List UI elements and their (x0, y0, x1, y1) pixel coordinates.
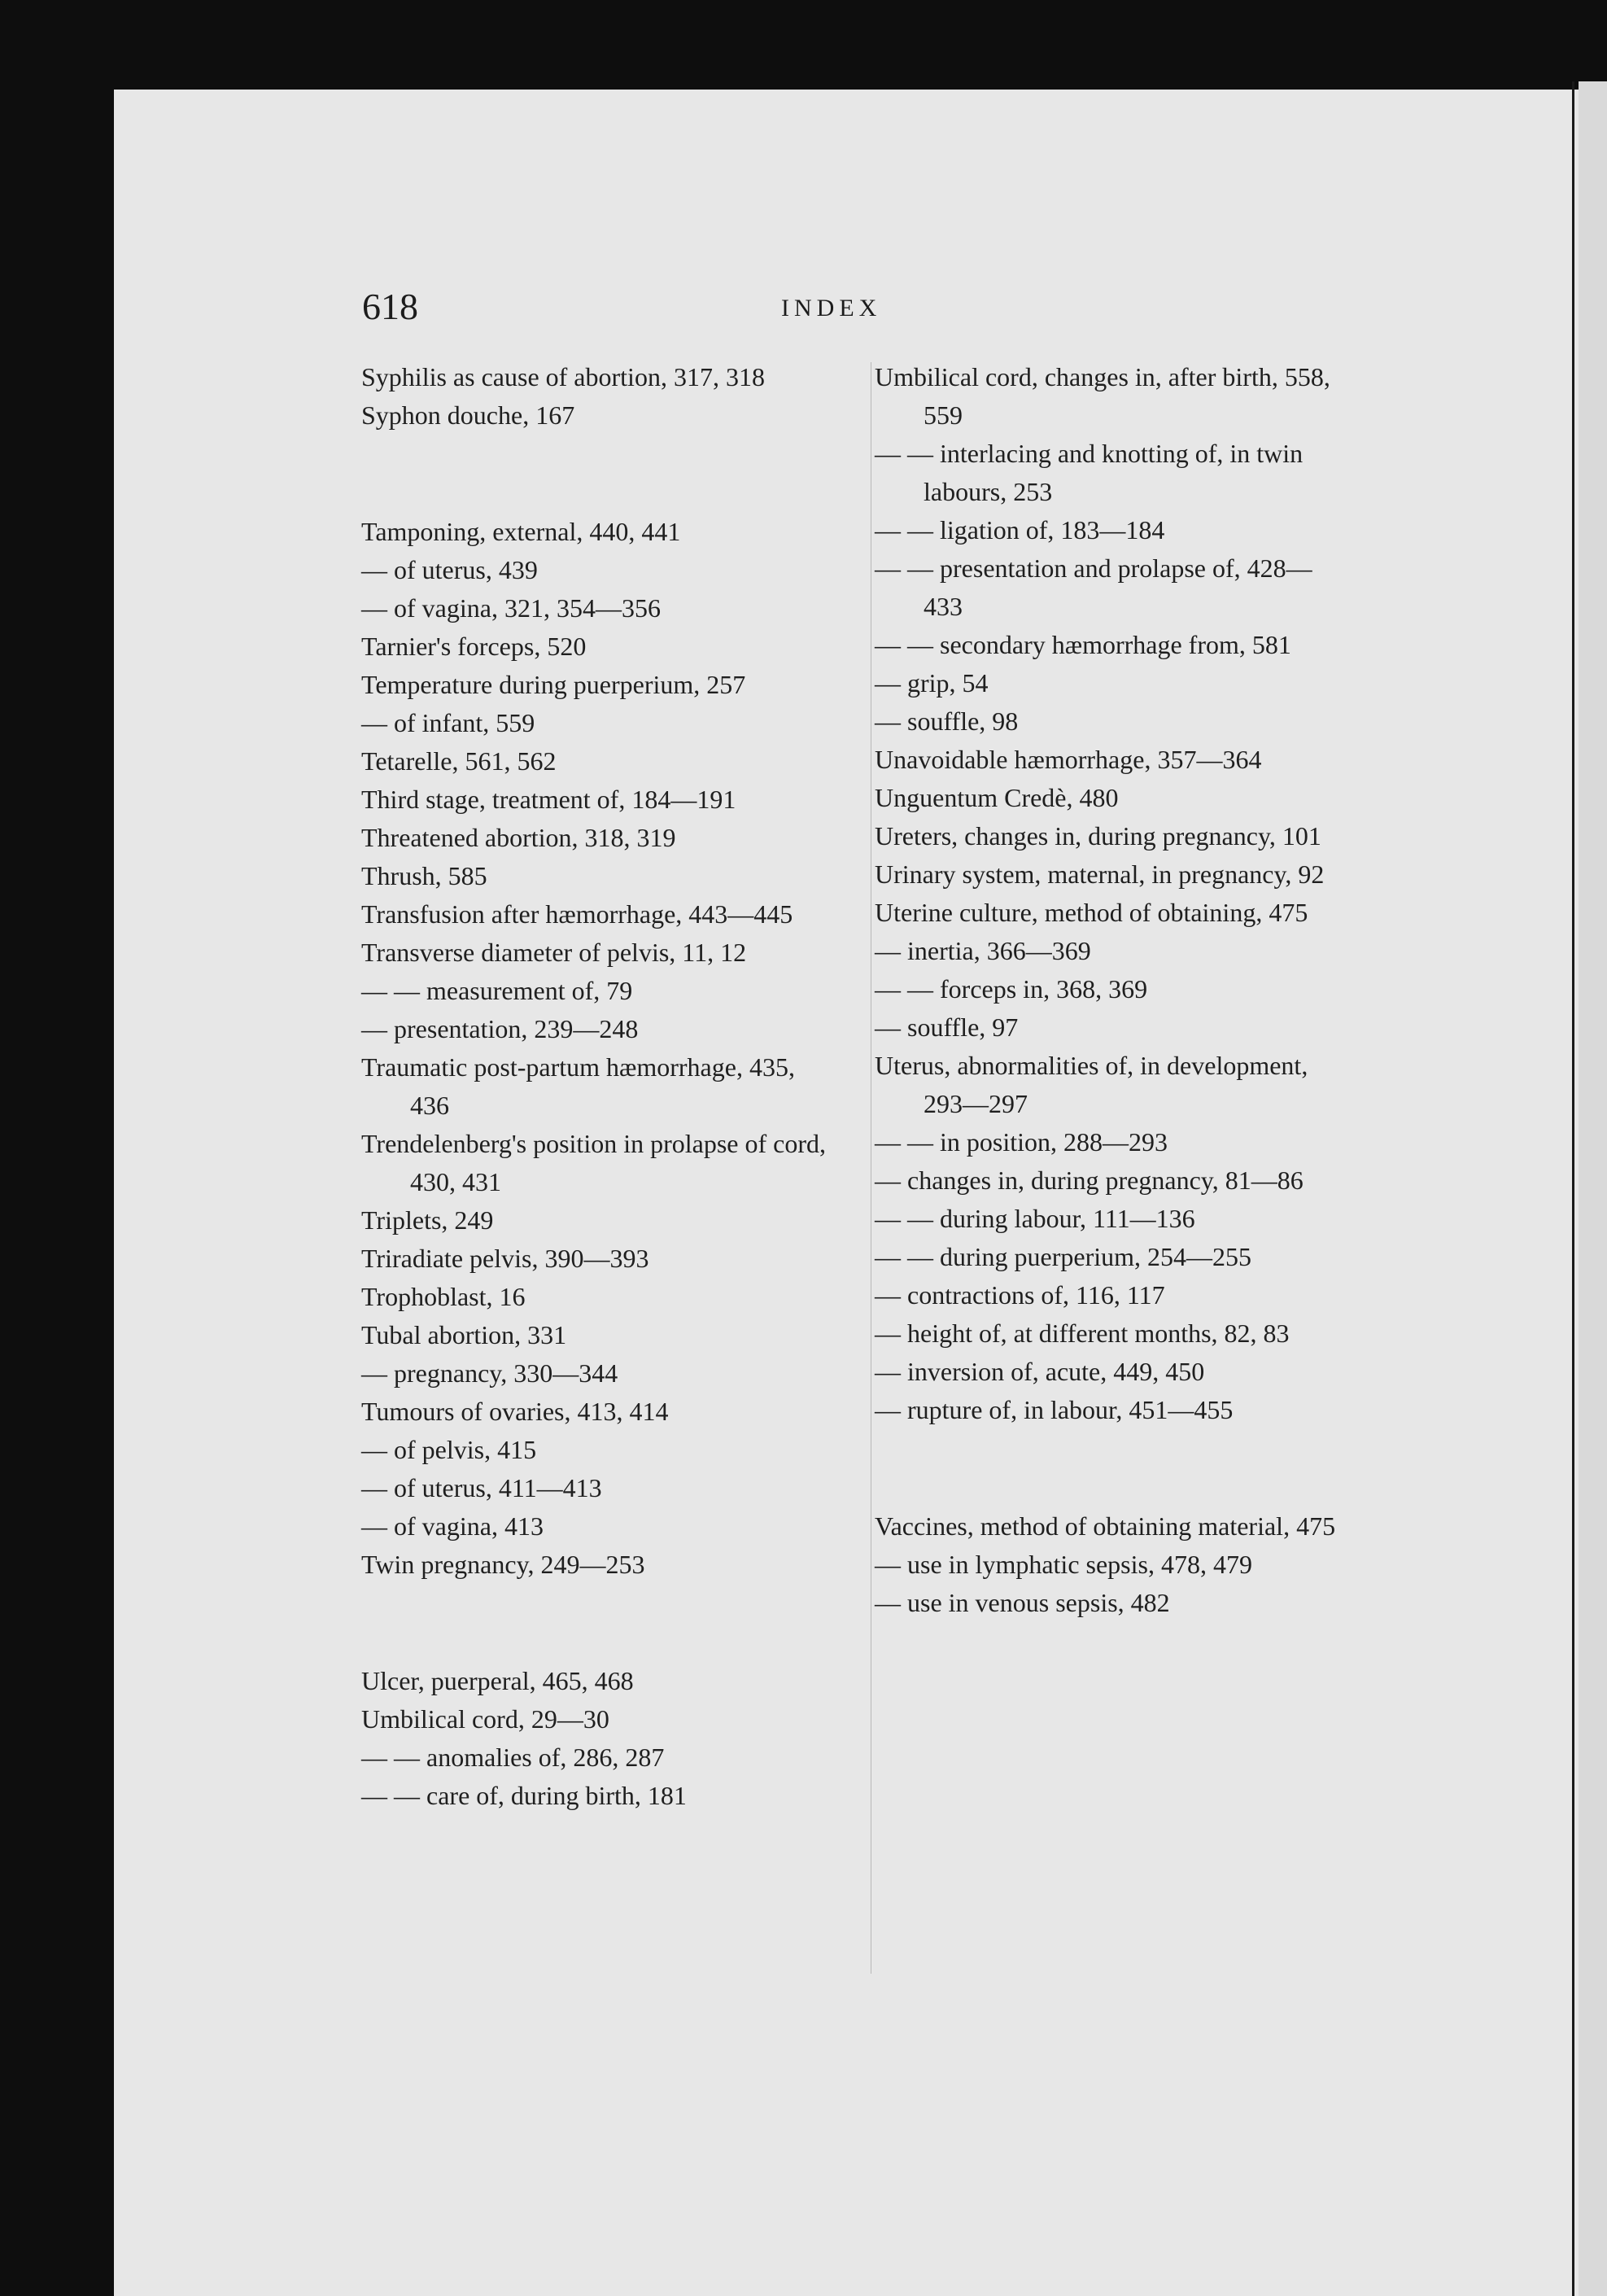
index-entry: Transverse diameter of pelvis, 11, 12 (361, 938, 747, 967)
index-entry: — — ligation of, 183—184 (875, 515, 1165, 544)
index-entry: — — presentation and prolapse of, 428—433 (875, 553, 1312, 621)
index-entry: — of uterus, 439 (361, 555, 538, 584)
index-entry: — use in lymphatic sepsis, 478, 479 (875, 1550, 1252, 1579)
index-entry: Threatened abortion, 318, 319 (361, 823, 676, 852)
index-entry: — of vagina, 413 (361, 1511, 544, 1541)
index-entry: Trophoblast, 16 (361, 1282, 526, 1311)
index-entry: — presentation, 239—248 (361, 1014, 639, 1043)
index-entry: — — forceps in, 368, 369 (875, 974, 1148, 1004)
index-entry: — — during puerperium, 254—255 (875, 1242, 1252, 1271)
index-entry: Traumatic post-partum hæmorrhage, 435, 436 (361, 1052, 795, 1120)
index-entry: Tumours of ovaries, 413, 414 (361, 1397, 669, 1426)
index-entry: Transfusion after hæmorrhage, 443—445 (361, 899, 793, 929)
index-entry: — — in position, 288—293 (875, 1127, 1168, 1157)
index-entry: Unavoidable hæmorrhage, 357—364 (875, 745, 1262, 774)
index-entry: Third stage, treatment of, 184—191 (361, 785, 736, 814)
index-entry: Thrush, 585 (361, 861, 487, 890)
index-entry: Uterine culture, method of obtaining, 475 (875, 898, 1308, 927)
section-gap (875, 1429, 1347, 1507)
index-entry: — souffle, 97 (875, 1012, 1019, 1042)
index-entry: Twin pregnancy, 249—253 (361, 1550, 645, 1579)
index-entry: — grip, 54 (875, 668, 989, 698)
index-entry: — of uterus, 411—413 (361, 1473, 602, 1502)
index-column-left (361, 358, 833, 1815)
page-number: 618 (362, 286, 418, 327)
index-entry: Syphilis as cause of abortion, 317, 318 (361, 362, 765, 391)
index-entry: — height of, at different months, 82, 83 (875, 1319, 1290, 1348)
index-entry: Temperature during puerperium, 257 (361, 670, 746, 699)
next-page-edge (1579, 81, 1607, 2296)
index-entry: Triplets, 249 (361, 1205, 494, 1235)
index-entry: Triradiate pelvis, 390—393 (361, 1244, 649, 1273)
index-entry: — — secondary hæmorrhage from, 581 (875, 630, 1291, 659)
index-entry: — inversion of, acute, 449, 450 (875, 1357, 1205, 1386)
index-entry: — of infant, 559 (361, 708, 535, 737)
index-entry: Tetarelle, 561, 562 (361, 746, 557, 776)
index-entry: — of pelvis, 415 (361, 1435, 537, 1464)
index-entry: Uterus, abnormalities of, in development, 293—297 (875, 1051, 1308, 1118)
index-entry: — pregnancy, 330—344 (361, 1358, 618, 1388)
index-entry: Trendelenberg's position in prolapse of cord, 430, 431 (361, 1129, 827, 1196)
index-entry: Vaccines, method of obtaining material, 475 (875, 1511, 1336, 1541)
section-gap (361, 435, 833, 513)
index-entry: Ureters, changes in, during pregnancy, 101 (875, 821, 1321, 851)
index-entry: — — measurement of, 79 (361, 976, 633, 1005)
index-entry: — — care of, during birth, 181 (361, 1781, 687, 1810)
index-entry: Tamponing, external, 440, 441 (361, 517, 681, 546)
running-title: INDEX (781, 295, 882, 321)
index-entry: — inertia, 366—369 (875, 936, 1091, 965)
index-entry: — changes in, during pregnancy, 81—86 (875, 1165, 1304, 1195)
index-entry: Tubal abortion, 331 (361, 1320, 567, 1349)
index-entry: Syphon douche, 167 (361, 400, 575, 430)
index-column-right (875, 358, 1347, 1622)
index-entry: Ulcer, puerperal, 465, 468 (361, 1666, 634, 1695)
index-entry: Unguentum Credè, 480 (875, 783, 1119, 812)
book-page (114, 90, 1579, 2296)
index-entry: — — anomalies of, 286, 287 (361, 1743, 665, 1772)
index-entry: Urinary system, maternal, in pregnancy, 92 (875, 859, 1325, 889)
index-entry: — contractions of, 116, 117 (875, 1280, 1165, 1310)
index-entry: Umbilical cord, 29—30 (361, 1704, 609, 1734)
index-entry: — of vagina, 321, 354—356 (361, 593, 661, 623)
index-entry: — — interlacing and knotting of, in twin labours, 253 (875, 439, 1304, 506)
index-entry: Tarnier's forceps, 520 (361, 632, 587, 661)
section-gap (361, 1584, 833, 1662)
index-entry: — souffle, 98 (875, 706, 1019, 736)
index-entry: Umbilical cord, changes in, after birth, 558, 559 (875, 362, 1330, 430)
index-entry: — rupture of, in labour, 451—455 (875, 1395, 1234, 1424)
index-entry: — use in venous sepsis, 482 (875, 1588, 1170, 1617)
page-edge (1572, 81, 1574, 2296)
index-entry: — — during labour, 111—136 (875, 1204, 1195, 1233)
